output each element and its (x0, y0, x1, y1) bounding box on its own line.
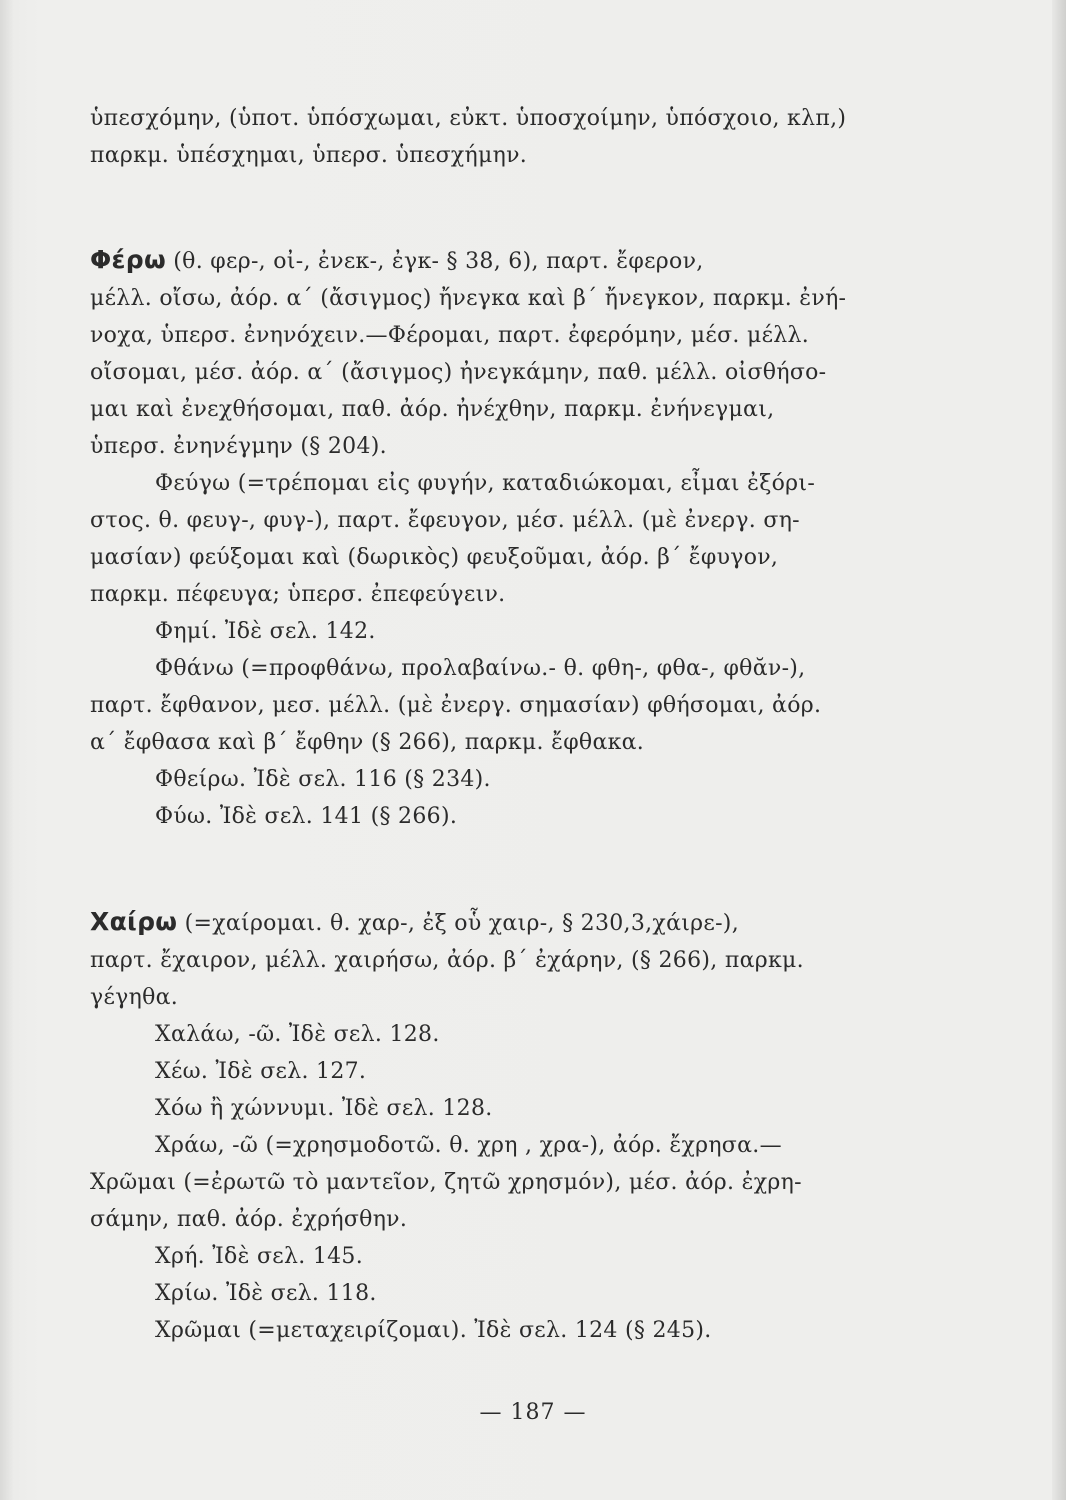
entry-first-line (90, 903, 950, 942)
text-line: μασίαν) φεύξομαι καὶ (δωρικὸς) φευξοῦμαι, ἀόρ. β΄ ἔφυγον, (90, 545, 779, 570)
page-number: — 187 — (479, 1400, 587, 1425)
subentry-line: Φύω. Ἰδὲ σελ. 141 (§ 266). (155, 804, 458, 829)
text-line: παρκμ. πέφευγα; ὑπερσ. ἐπεφεύγειν. (90, 582, 506, 607)
page-edge-shadow (1052, 0, 1066, 1500)
continuation-block (90, 100, 950, 174)
text-line: παρκμ. ὑπέσχημαι, ὑπερσ. ὑπεσχήμην. (90, 143, 528, 168)
entry-headword: Φέρω (90, 245, 166, 274)
entry-text: (θ. φερ-, οἰ-, ἐνεκ-, ἐγκ- § 38, 6), παρτ. ἔφερον, (166, 249, 704, 274)
subentry-line: Χόω ἢ χώννυμι. Ἰδὲ σελ. 128. (155, 1096, 493, 1121)
text-line: α΄ ἔφθασα καὶ β΄ ἔφθην (§ 266), παρκμ. ἔφθακα. (90, 730, 645, 755)
subentry-line: Χρή. Ἰδὲ σελ. 145. (155, 1244, 363, 1269)
subentry-first-line: Χράω, -ῶ (=χρησμοδοτῶ. θ. χρη , χρα-), ἀόρ. ἔχρησα.— (155, 1133, 782, 1158)
text-line: Χρῶμαι (=ἐρωτῶ τὸ μαντεῖον, ζητῶ χρησμόν), μέσ. ἀόρ. ἐχρη- (90, 1170, 802, 1195)
text-line: οἴσομαι, μέσ. ἀόρ. α΄ (ἄσιγμος) ἠνεγκάμην, παθ. μέλλ. οἰσθήσο- (90, 360, 827, 385)
entry-headword: Χαίρω (90, 907, 178, 936)
text-line: ὑπερσ. ἐνηνέγμην (§ 204). (90, 434, 387, 459)
text-line: ὑπεσχόμην, (ὑποτ. ὑπόσχωμαι, εὐκτ. ὑποσχοίμην, ὑπόσχοιο, κλπ,) (90, 106, 847, 131)
subentry-line: Χαλάω, -ῶ. Ἰδὲ σελ. 128. (155, 1022, 440, 1047)
subentry-line: Φθείρω. Ἰδὲ σελ. 116 (§ 234). (155, 767, 491, 792)
text-line: νοχα, ὑπερσ. ἐνηνόχειν.—Φέρομαι, παρτ. ἐφερόμην, μέσ. μέλλ. (90, 323, 810, 348)
text-line: στος. θ. φευγ-, φυγ-), παρτ. ἔφευγον, μέσ. μέλλ. (μὲ ἐνεργ. ση- (90, 508, 800, 533)
text-line: μαι καὶ ἐνεχθήσομαι, παθ. ἀόρ. ἠνέχθην, παρκμ. ἐνήνεγμαι, (90, 397, 775, 422)
text-line: παρτ. ἔχαιρον, μέλλ. χαιρήσω, ἀόρ. β΄ ἐχάρην, (§ 266), παρκμ. (90, 948, 804, 973)
entry-chairo (90, 903, 950, 1349)
text-line: γέγηθα. (90, 985, 179, 1010)
entry-first-line (90, 241, 950, 280)
subentry-line: Χρίω. Ἰδὲ σελ. 118. (155, 1281, 377, 1306)
entry-fero (90, 241, 950, 835)
text-line: παρτ. ἔφθανον, μεσ. μέλλ. (μὲ ἐνεργ. σημασίαν) φθήσομαι, ἀόρ. (90, 693, 822, 718)
subentry-line: Χρῶμαι (=μεταχειρίζομαι). Ἰδὲ σελ. 124 (§ 245). (155, 1318, 712, 1343)
text-line: σάμην, παθ. ἀόρ. ἐχρήσθην. (90, 1207, 408, 1232)
subentry-first-line: Φεύγω (=τρέπομαι εἰς φυγήν, καταδιώκομαι, εἶμαι ἐξόρι- (155, 471, 816, 496)
subentry-first-line: Φθάνω (=προφθάνω, προλαβαίνω.- θ. φθη-, φθα-, φθᾰν-), (155, 656, 806, 681)
subentry-line: Χέω. Ἰδὲ σελ. 127. (155, 1059, 367, 1084)
text-line: μέλλ. οἴσω, ἀόρ. α΄ (ἄσιγμος) ἤνεγκα καὶ β΄ ἤνεγκον, παρκμ. ἐνή- (90, 286, 847, 311)
subentry-line: Φημί. Ἰδὲ σελ. 142. (155, 619, 376, 644)
entry-text: (=χαίρομαι. θ. χαρ-, ἐξ οὗ χαιρ-, § 230,3,χάιρε-), (177, 911, 739, 936)
